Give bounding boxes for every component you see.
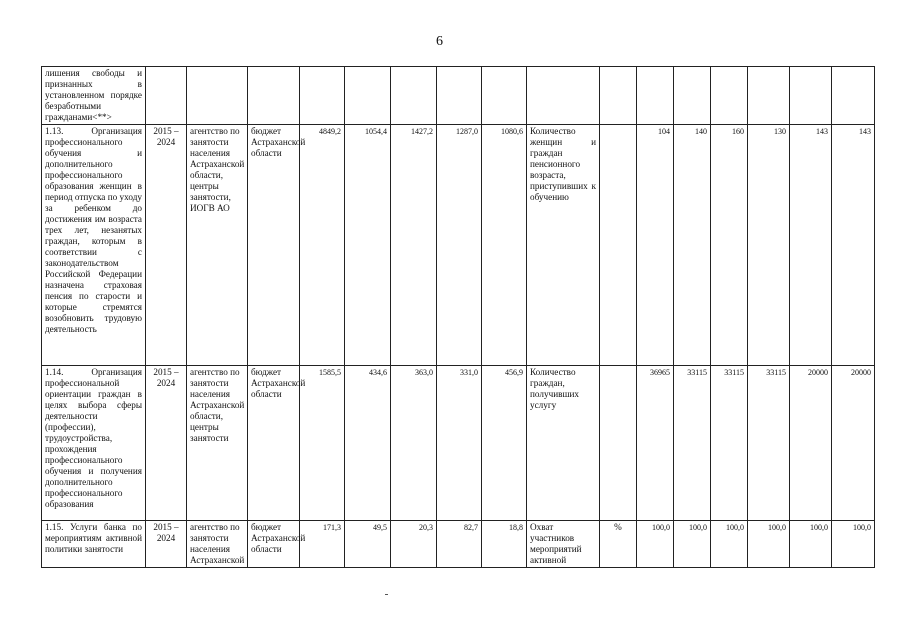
- target-value: 143: [790, 125, 832, 366]
- indicator-cell: Количество граждан, получивших услугу: [527, 366, 600, 521]
- target-value: 100,0: [832, 521, 875, 568]
- measure-name: лишения свободы и признанных в установленном порядке безработными гражданами<**>: [42, 67, 146, 125]
- table-row: [42, 67, 875, 125]
- indicator-cell: Количество женщин и граждан пенсионного возраста, приступивших к обучению: [527, 125, 600, 366]
- period-cell: 2015 – 2024: [146, 521, 187, 568]
- scan-artifact: [385, 594, 388, 595]
- target-value: 33115: [674, 366, 711, 521]
- funding-value: [482, 67, 527, 125]
- funding-value: [300, 67, 345, 125]
- executor-cell: агентство по занятости населения Астраханской: [187, 521, 248, 568]
- funding-source-cell: бюджет Астраханской области: [248, 125, 300, 366]
- funding-value: 1080,6: [482, 125, 527, 366]
- funding-value: 82,7: [437, 521, 482, 568]
- target-value: [748, 67, 790, 125]
- funding-value: 171,3: [300, 521, 345, 568]
- target-value: 143: [832, 125, 875, 366]
- funding-value: 456,9: [482, 366, 527, 521]
- funding-value: [391, 67, 437, 125]
- funding-value: 1054,4: [345, 125, 391, 366]
- funding-source-cell: бюджет Астраханской области: [248, 521, 300, 568]
- table-row: [42, 366, 875, 521]
- funding-value: 4849,2: [300, 125, 345, 366]
- target-value: [832, 67, 875, 125]
- target-value: 100,0: [790, 521, 832, 568]
- measure-name: 1.15. Услуги банка по мероприятиям активной политики занятости: [42, 521, 146, 568]
- funding-value: 1585,5: [300, 366, 345, 521]
- funding-value: 18,8: [482, 521, 527, 568]
- target-value: 100,0: [711, 521, 748, 568]
- period-cell: 2015 – 2024: [146, 125, 187, 366]
- executor-cell: агентство по занятости населения Астраханской области, центры занятости, ИОГВ АО: [187, 125, 248, 366]
- measure-name: 1.13. Организация профессионального обучения и дополнительного профессионального образования женщин в период отпуска по уходу за ребенком до достижения им возраста трех лет, незанятых граждан, которым в соответствии с законодательством Российской Федерации назначена страховая пенсия по старости и которые стремятся возобновить трудовую деятельность: [42, 125, 146, 366]
- target-value: [674, 67, 711, 125]
- target-value: 104: [637, 125, 674, 366]
- target-value: [637, 67, 674, 125]
- target-value: [600, 366, 637, 521]
- target-value: 36965: [637, 366, 674, 521]
- target-value: 130: [748, 125, 790, 366]
- funding-value: [437, 67, 482, 125]
- target-value: 100,0: [748, 521, 790, 568]
- target-value: [790, 67, 832, 125]
- executor-cell: агентство по занятости населения Астраханской области, центры занятости: [187, 366, 248, 521]
- target-value: [600, 67, 637, 125]
- target-value: 100,0: [674, 521, 711, 568]
- funding-value: 49,5: [345, 521, 391, 568]
- executor-cell: [187, 67, 248, 125]
- funding-source-cell: [248, 67, 300, 125]
- funding-value: 363,0: [391, 366, 437, 521]
- unit-cell: %: [600, 521, 637, 568]
- table-row: [42, 521, 875, 568]
- target-value: 160: [711, 125, 748, 366]
- target-value: 20000: [790, 366, 832, 521]
- program-table: [41, 66, 875, 568]
- funding-value: [345, 67, 391, 125]
- table-row: [42, 125, 875, 366]
- period-cell: [146, 67, 187, 125]
- measure-name: 1.14. Организация профессиональной ориентации граждан в целях выбора сферы деятельности (профессии), трудоустройства, прохождения профессионального обучения и получения дополнительного профессионального образования: [42, 366, 146, 521]
- funding-value: 434,6: [345, 366, 391, 521]
- period-cell: 2015 – 2024: [146, 366, 187, 521]
- target-value: 100,0: [637, 521, 674, 568]
- target-value: 33115: [711, 366, 748, 521]
- funding-value: 331,0: [437, 366, 482, 521]
- target-value: [711, 67, 748, 125]
- target-value: 140: [674, 125, 711, 366]
- indicator-cell: [527, 67, 600, 125]
- indicator-cell: Охват участников мероприятий активной: [527, 521, 600, 568]
- target-value: 33115: [748, 366, 790, 521]
- funding-value: 1427,2: [391, 125, 437, 366]
- funding-source-cell: бюджет Астраханской области: [248, 366, 300, 521]
- page-number: 6: [436, 34, 443, 49]
- target-value: [600, 125, 637, 366]
- funding-value: 20,3: [391, 521, 437, 568]
- target-value: 20000: [832, 366, 875, 521]
- funding-value: 1287,0: [437, 125, 482, 366]
